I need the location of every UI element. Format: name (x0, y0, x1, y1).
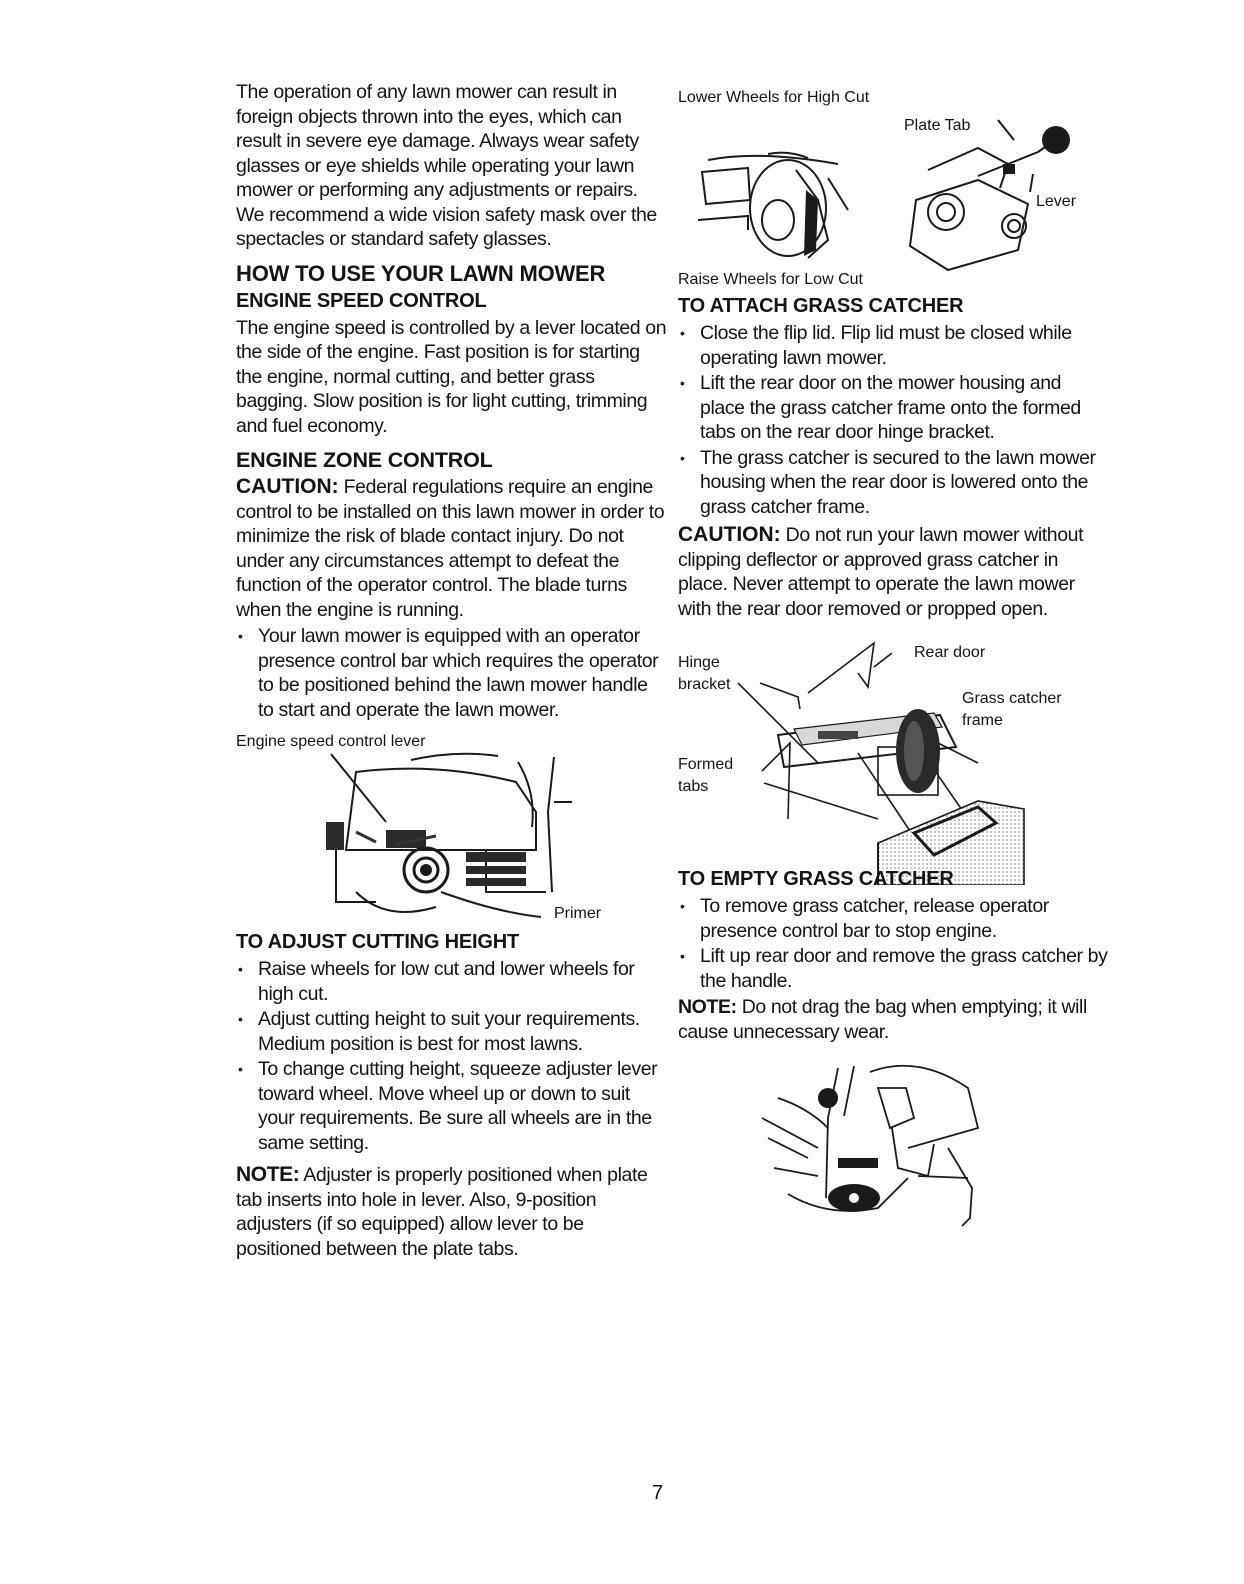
engine-figure (236, 732, 668, 922)
emptying-figure (678, 1058, 1108, 1228)
tabs-label: tabs (678, 778, 709, 795)
attach-catcher-heading: TO ATTACH GRASS CATCHER (678, 295, 964, 317)
caution-text: Do not run your lawn mower without clipping deflector or approved grass catcher in place. Never attempt to operate the lawn mower with the rear door removed or propped open. (678, 524, 1084, 620)
cutting-height-note (236, 1163, 668, 1261)
empty-catcher-note (678, 995, 1108, 1044)
cutting-height-heading: TO ADJUST CUTTING HEIGHT (236, 931, 519, 953)
engine-zone-caution (236, 475, 668, 622)
grass-catcher-figure (678, 623, 1108, 885)
list-item: • Your lawn mower is equipped with an operator presence control bar which requires the operator to be positioned behind the lawn mower handle to start and operate the lawn mower. (236, 624, 668, 722)
note-label: NOTE: (678, 996, 737, 1018)
note-label: NOTE: (236, 1163, 300, 1186)
list-item: • Raise wheels for low cut and lower wheels for high cut. (236, 957, 668, 1006)
engine-zone-list (236, 624, 668, 722)
list-item: • Lift up rear door and remove the grass catcher by the handle. (678, 944, 1108, 993)
list-item: • Lift the rear door on the mower housing and place the grass catcher frame onto the formed tabs on the rear door hinge bracket. (678, 371, 1108, 445)
low-cut-label: Raise Wheels for Low Cut (678, 271, 863, 288)
primer-label: Primer (554, 905, 602, 922)
engine-speed-lever-label: Engine speed control lever (236, 733, 426, 750)
empty-catcher-heading: TO EMPTY GRASS CATCHER (678, 868, 954, 890)
wheel-adjuster-illustration (678, 80, 1108, 292)
grass-catcher-label: Grass catcher (962, 690, 1062, 707)
bracket-label: bracket (678, 676, 731, 693)
frame-label: frame (962, 712, 1003, 729)
list-item: • The grass catcher is secured to the lawn mower housing when the rear door is lowered onto the grass catcher frame. (678, 446, 1108, 520)
caution-text: Federal regulations require an engine control to be installed on this lawn mower in order to minimize the risk of blade contact injury. Do not under any circumstances attempt to defeat the function of the operator control. The blade turns when the engine is running. (236, 476, 665, 621)
lever-label: Lever (1036, 193, 1077, 210)
rear-door-label: Rear door (914, 644, 986, 661)
list-item: • Adjust cutting height to suit your requirements. Medium position is best for most lawns. (236, 1007, 668, 1056)
note-text: Adjuster is properly positioned when plate tab inserts into hole in lever. Also, 9-position adjusters (if so equipped) allow lever to be positioned between the plate tabs. (236, 1164, 648, 1260)
empty-catcher-list (678, 894, 1108, 993)
wheel-height-figure (678, 80, 1108, 292)
hinge-label: Hinge (678, 654, 720, 671)
left-column (236, 80, 668, 1261)
engine-zone-heading: ENGINE ZONE CONTROL (236, 448, 493, 472)
caution-label: CAUTION: (236, 475, 339, 498)
page-number: 7 (652, 1482, 664, 1504)
plate-tab-label: Plate Tab (904, 117, 971, 134)
cutting-height-list (236, 957, 668, 1155)
note-text: Do not drag the bag when emptying; it will cause unnecessary wear. (678, 996, 1087, 1043)
caution-label: CAUTION: (678, 523, 781, 546)
formed-label: Formed (678, 756, 734, 773)
main-section-heading: HOW TO USE YOUR LAWN MOWER (236, 260, 606, 286)
safety-intro-paragraph: The operation of any lawn mower can result in foreign objects thrown into the eyes, which can result in severe eye damage. Always wear safety glasses or eye shields while operating your lawn mower or performing any adjustments or repairs. We recommend a wide vision safety mask over the spectacles or standard safety glasses. (236, 81, 657, 250)
engine-speed-paragraph: The engine speed is controlled by a lever located on the side of the engine. Fast position is for starting the engine, normal cutting, and better grass bagging. Slow position is for light cutting, trimming and fuel economy. (236, 316, 667, 437)
high-cut-label: Lower Wheels for High Cut (678, 89, 870, 106)
attach-catcher-list (678, 321, 1108, 519)
list-item: • Close the flip lid. Flip lid must be closed while operating lawn mower. (678, 321, 1108, 370)
grass-catcher-illustration (678, 623, 1108, 885)
list-item: • To remove grass catcher, release operator presence control bar to stop engine. (678, 894, 1108, 943)
right-column (678, 80, 1108, 1228)
engine-illustration (236, 732, 668, 922)
engine-speed-heading: ENGINE SPEED CONTROL (236, 289, 487, 312)
list-item: • To change cutting height, squeeze adjuster lever toward wheel. Move wheel up or down to suit your requirements. Be sure all wheels are in the same setting. (236, 1057, 668, 1155)
attach-catcher-caution (678, 523, 1108, 621)
emptying-illustration (678, 1058, 1108, 1228)
